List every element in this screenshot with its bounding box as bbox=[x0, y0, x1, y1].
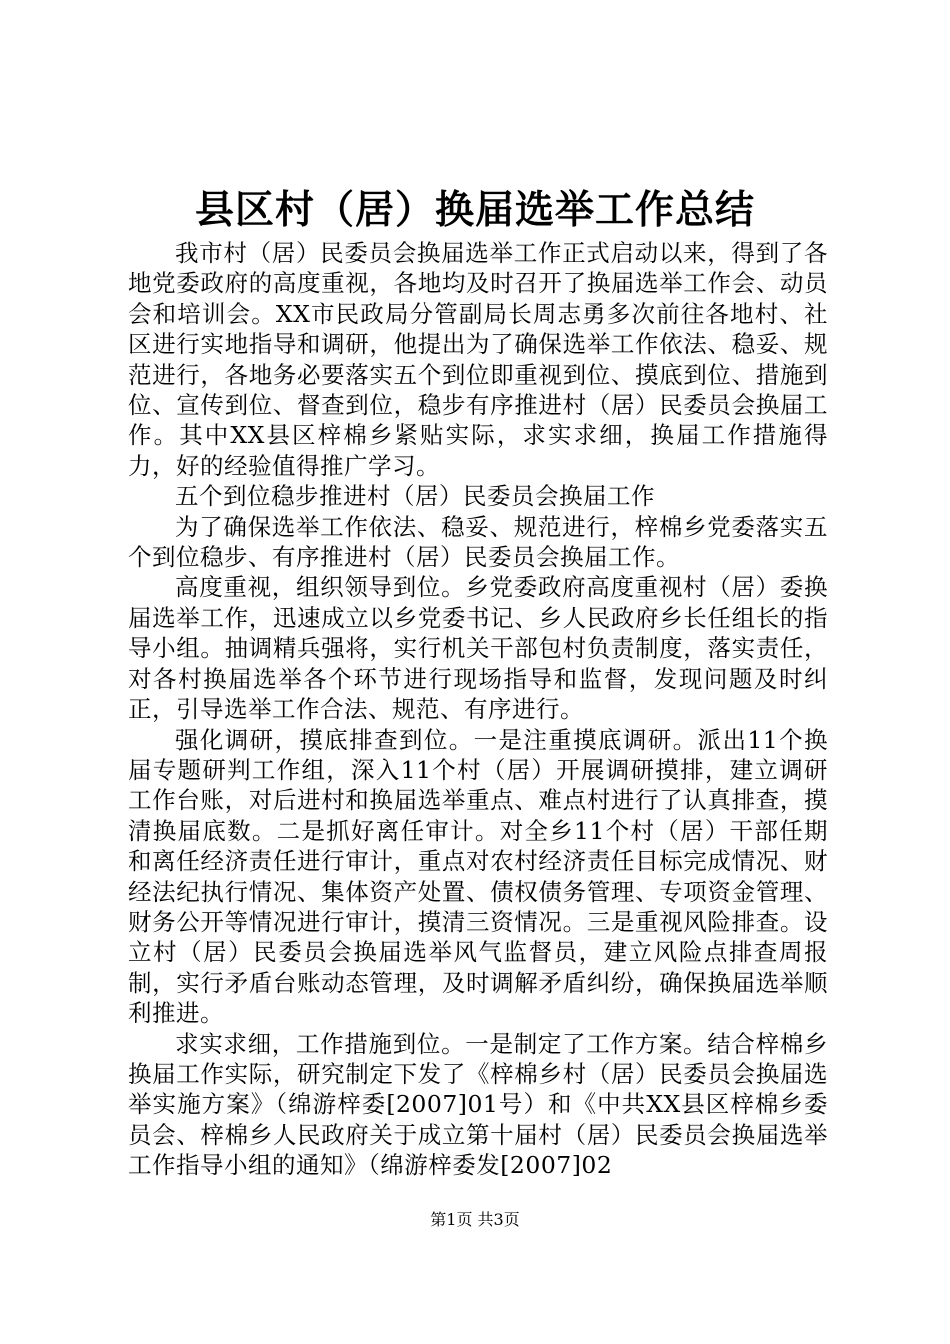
paragraph-measures: 求实求细，工作措施到位。一是制定了工作方案。结合梓棉乡换届工作实际，研究制定下发了《梓棉乡村（居）民委员会换届选举实施方案》（绵游梓委[2007]01号）和《中共XX县区梓棉乡委员会、梓棉乡人民政府关于成立第十届村（居）民委员会换届选举工作指导小组的通知》（绵游梓委发[2007]02 bbox=[128, 1029, 828, 1180]
page-number-footer: 第1页 共3页 bbox=[430, 1210, 520, 1229]
paragraph-research: 强化调研，摸底排查到位。一是注重摸底调研。派出11个换届专题研判工作组，深入11个村（居）开展调研摸排，建立调研工作台账，对后进村和换届选举重点、难点村进行了认真排查，摸清换届底数。二是抓好离任审计。对全乡11个村（居）干部任期和离任经济责任进行审计，重点对农村经济责任目标完成情况、财经法纪执行情况、集体资产处置、债权债务管理、专项资金管理、财务公开等情况进行审计，摸清三资情况。三是重视风险排查。设立村（居）民委员会换届选举风气监督员，建立风险点排查周报制，实行矛盾台账动态管理，及时调解矛盾纠纷，确保换届选举顺利推进。 bbox=[128, 725, 828, 1028]
paragraph-overview: 为了确保选举工作依法、稳妥、规范进行，梓棉乡党委落实五个到位稳步、有序推进村（居）民委员会换届工作。 bbox=[128, 512, 828, 572]
paragraph-leadership: 高度重视，组织领导到位。乡党委政府高度重视村（居）委换届选举工作，迅速成立以乡党委书记、乡人民政府乡长任组长的指导小组。抽调精兵强将，实行机关干部包村负责制度，落实责任，对各村换届选举各个环节进行现场指导和监督，发现问题及时纠正，引导选举工作合法、规范、有序进行。 bbox=[128, 573, 828, 724]
section-heading: 五个到位稳步推进村（居）民委员会换届工作 bbox=[175, 482, 655, 511]
document-body bbox=[128, 238, 828, 1181]
paragraph-intro: 我市村（居）民委员会换届选举工作正式启动以来，得到了各地党委政府的高度重视，各地均及时召开了换届选举工作会、动员会和培训会。XX市民政局分管副局长周志勇多次前往各地村、社区进行实地指导和调研，他提出为了确保选举工作依法、稳妥、规范进行，各地务必要落实五个到位即重视到位、摸底到位、措施到位、宣传到位、督查到位，稳步有序推进村（居）民委员会换届工作。其中XX县区梓棉乡紧贴实际，求实求细，换届工作措施得力，好的经验值得推广学习。 bbox=[128, 239, 828, 480]
document-title: 县区村（居）换届选举工作总结 bbox=[194, 187, 755, 233]
